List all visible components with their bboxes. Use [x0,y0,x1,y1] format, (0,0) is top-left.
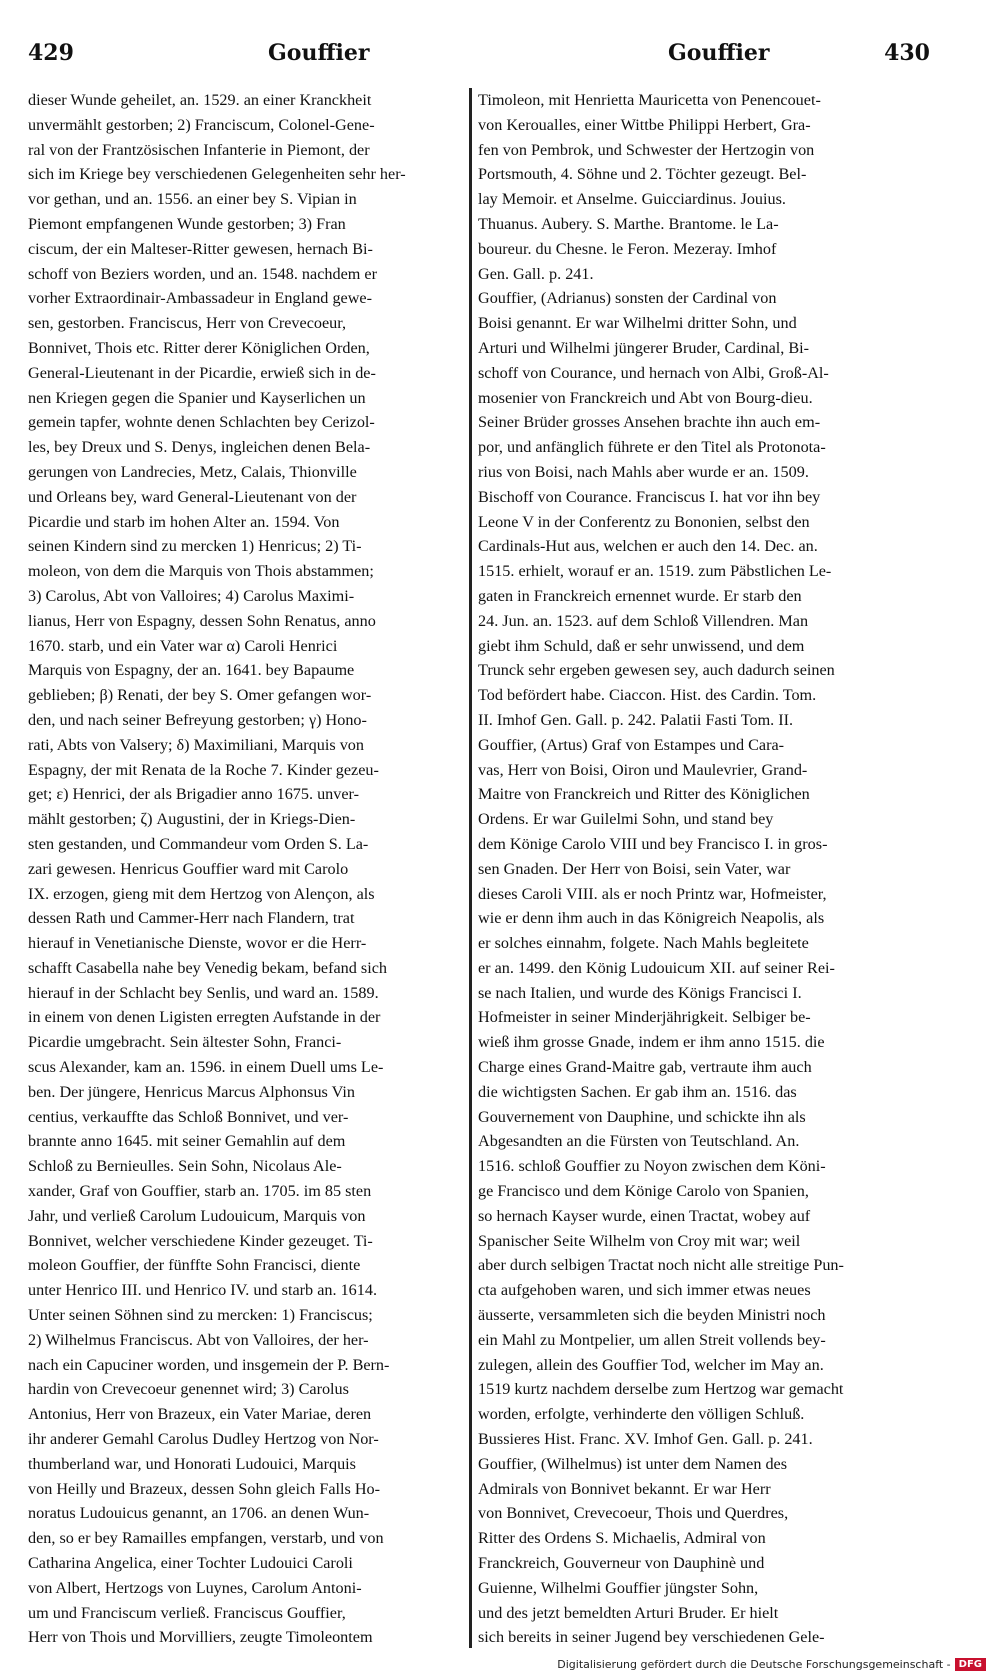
text-line: 3) Carolus, Abt von Valloires; 4) Carolus Maximi- [28,586,355,605]
text-line: thumberland war, und Honorati Ludouici, Marquis [28,1454,356,1473]
text-line: Picardie und starb im hohen Alter an. 1594. Von [28,512,340,531]
left-text-column [28,88,464,1648]
text-line: schoff von Courance, und hernach von Albi, Groß-Al- [478,363,829,382]
text-line: ihr anderer Gemahl Carolus Dudley Hertzog von Nor- [28,1430,379,1449]
text-line: zari gewesen. Henricus Gouffier ward mit Carolo [28,859,349,878]
text-line: noratus Ludouicus genannt, an 1706. an denen Wun- [28,1504,370,1523]
text-line: vor gethan, und an. 1556. an einer bey S. Vipian in [28,190,357,209]
text-line: aber durch selbigen Tractat noch nicht alle streitige Pun- [478,1256,844,1275]
text-line: von Albert, Hertzogs von Luynes, Carolum Antoni- [28,1578,362,1597]
text-line: Bussieres Hist. Franc. XV. Imhof Gen. Gall. p. 241. [478,1430,813,1449]
text-line: boureur. du Chesne. le Feron. Mezeray. Imhof [478,239,777,258]
text-line: ciscum, der ein Malteser-Ritter gewesen, hernach Bi- [28,239,373,258]
text-line: Herr von Thois und Morvilliers, zeugte Timoleontem [28,1628,373,1647]
text-line: moleon Gouffier, der fünffte Sohn Francisci, diente [28,1256,361,1275]
text-line: lianus, Herr von Espagny, dessen Sohn Renatus, anno [28,611,376,630]
dfg-logo: DFG [955,1658,986,1671]
text-line: Boisi genannt. Er war Wilhelmi dritter Sohn, und [478,314,797,333]
text-line: Gouffier, (Adrianus) sonsten der Cardinal von [478,289,777,308]
text-line: Franckreich, Gouverneur von Dauphinè und [478,1554,765,1573]
text-line: ge Francisco und dem Könige Carolo von Spanien, [478,1182,809,1201]
text-line: xander, Graf von Gouffier, starb an. 1705. im 85 sten [28,1182,372,1201]
text-line: Admirals von Bonnivet bekannt. Er war Herr [478,1479,771,1498]
text-line: Abgesandten an die Fürsten von Teutschland. An. [478,1132,800,1151]
text-line: er solches einnahm, folgete. Nach Mahls begleitete [478,934,809,953]
right-text-column [478,88,920,1648]
text-line: centius, verkauffte das Schloß Bonnivet, und ver- [28,1107,349,1126]
text-line: von Heilly und Brazeux, dessen Sohn gleich Falls Ho- [28,1479,381,1498]
text-line: Arturi und Wilhelmi jüngerer Bruder, Cardinal, Bi- [478,338,810,357]
text-line: Piemont empfangenen Wunde gestorben; 3) Fran [28,214,346,233]
text-line: sten gestanden, und Commandeur vom Orden S. La- [28,834,369,853]
footer-text: Digitalisierung gefördert durch die Deutsche Forschungsgemeinschaft - [557,1658,951,1671]
text-line: seinen Kindern sind zu mercken 1) Henricus; 2) Ti- [28,537,362,556]
text-line: sich bereits in seiner Jugend bey verschiedenen Gele- [478,1628,825,1647]
text-line: Thuanus. Aubery. S. Marthe. Brantome. le La- [478,214,779,233]
text-line: Schloß zu Bernieulles. Sein Sohn, Nicolaus Ale- [28,1157,342,1176]
text-line: les, bey Dreux und S. Denys, ingleichen denen Bela- [28,438,371,457]
text-line: IX. erzogen, gieng mit dem Hertzog von Alençon, als [28,884,375,903]
text-line: II. Imhof Gen. Gall. p. 242. Palatii Fasti Tom. II. [478,710,794,729]
text-line: gemein tapfer, wohnte denen Schlachten bey Cerizol- [28,413,375,432]
text-line: 1519 kurtz nachdem derselbe zum Hertzog war gemacht [478,1380,844,1399]
text-line: lay Memoir. et Anselme. Guicciardinus. Jouius. [478,190,786,209]
text-line: 1670. starb, und ein Vater war α) Caroli Henrici [28,636,338,655]
text-line: schafft Casabella nahe bey Venedig bekam, befand sich [28,958,387,977]
text-line: gerungen von Landrecies, Metz, Calais, Thionville [28,462,357,481]
text-line: von Keroualles, einer Wittbe Philippi Herbert, Gra- [478,115,811,134]
text-line: Picardie umgebracht. Sein ältester Sohn, Franci- [28,1033,342,1052]
text-line: zulegen, allein des Gouffier Tod, welcher im May an. [478,1355,824,1374]
text-line: fen von Pembrok, und Schwester der Hertzogin von [478,140,815,159]
text-line: Marquis von Espagny, der an. 1641. bey Bapaume [28,661,355,680]
text-line: Jahr, und verließ Carolum Ludouicum, Marquis von [28,1206,366,1225]
text-line: mosenier von Franckreich und Abt von Bourg-dieu. [478,388,813,407]
page-number-left: 429 [28,40,74,66]
text-line: Trunck sehr ergeben gewesen sey, auch dadurch seinen [478,661,835,680]
text-line: die wichtigsten Sachen. Er gab ihm an. 1516. das [478,1082,797,1101]
text-line: um und Franciscum verließ. Franciscus Gouffier, [28,1603,346,1622]
text-line: Catharina Angelica, einer Tochter Ludouici Caroli [28,1554,353,1573]
text-line: Guienne, Wilhelmi Gouffier jüngster Sohn, [478,1578,759,1597]
page-number-right: 430 [884,40,930,66]
text-line: Antonius, Herr von Brazeux, ein Vater Mariae, deren [28,1405,372,1424]
text-line: ral von der Frantzösischen Infanterie in Piemont, der [28,140,370,159]
text-line: moleon, von dem die Marquis von Thois abstammen; [28,562,374,581]
text-line: Tod befördert habe. Ciaccon. Hist. des Cardin. Tom. [478,686,817,705]
text-line: äusserte, versammleten sich die beyden Ministri noch [478,1306,826,1325]
text-line: Bischoff von Courance. Franciscus I. hat vor ihn bey [478,487,821,506]
text-line: get; ε) Henrici, der als Brigadier anno 1675. unver- [28,785,360,804]
text-line: Ordens. Er war Guilelmi Sohn, und stand bey [478,810,774,829]
text-line: unvermählt gestorben; 2) Franciscum, Colonel-Gene- [28,115,375,134]
text-line: worden, erfolgte, verhinderte den völligen Schluß. [478,1405,805,1424]
text-line: und Orleans bey, ward General-Lieutenant von der [28,487,357,506]
text-line: hardin von Crevecoeur genennet wird; 3) Carolus [28,1380,349,1399]
text-line: geblieben; β) Renati, der bey S. Omer gefangen wor- [28,686,372,705]
text-line: gaten in Franckreich ernennet wurde. Er starb den [478,586,802,605]
text-line: in einem von denen Ligisten erregten Aufstande in der [28,1008,381,1027]
header-keyword-left: Gouffier [268,40,370,66]
text-line: von Bonnivet, Crevecoeur, Thois und Querdres, [478,1504,789,1523]
text-line: Timoleon, mit Henrietta Mauricetta von Penencouet- [478,91,821,109]
text-line: dieses Caroli VIII. als er noch Printz war, Hofmeister, [478,884,827,903]
text-line: Seiner Brüder grosses Ansehen brachte ihn auch em- [478,413,821,432]
text-line: Unter seinen Söhnen sind zu mercken: 1) Franciscus; [28,1306,373,1325]
text-line: Ritter des Ordens S. Michaelis, Admiral von [478,1529,766,1548]
text-line: Bonnivet, welcher verschiedene Kinder gezeuget. Ti- [28,1231,373,1250]
text-line: vas, Herr von Boisi, Oiron und Maulevrier, Grand- [478,760,808,779]
text-line: unter Henrico III. und Henrico IV. und starb an. 1614. [28,1281,377,1300]
text-line: nach ein Capuciner worden, und insgemein der P. Bern- [28,1355,390,1374]
text-line: giebt ihm Schuld, daß er sehr unwissend, und dem [478,636,805,655]
text-line: schoff von Beziers worden, und an. 1548. nachdem er [28,264,377,283]
text-line: ben. Der jüngere, Henricus Marcus Alphonsus Vin [28,1082,355,1101]
text-line: dessen Rath und Cammer-Herr nach Flandern, trat [28,909,355,928]
text-line: 1515. erhielt, worauf er an. 1519. zum Päbstlichen Le- [478,562,832,581]
column-divider [469,88,472,1648]
text-line: den, und nach seiner Befreyung gestorben; γ) Hono- [28,710,367,729]
text-line: 2) Wilhelmus Franciscus. Abt von Valloires, der her- [28,1330,369,1349]
text-line: wieß ihm grosse Gnade, indem er ihm anno 1515. die [478,1033,825,1052]
text-line: sen Gnaden. Der Herr von Boisi, sein Vater, war [478,859,791,878]
text-line: er an. 1499. den König Ludouicum XII. auf seiner Rei- [478,958,835,977]
running-header [28,40,930,80]
text-line: vorher Extraordinair-Ambassadeur in England gewe- [28,289,372,308]
digitization-footer [557,1658,986,1671]
text-line: cta aufgehoben waren, und sich immer etwas neues [478,1281,811,1300]
text-line: ein Mahl zu Montpelier, um allen Streit vollends bey- [478,1330,826,1349]
text-line: den, so er bey Ramailles empfangen, verstarb, und von [28,1529,384,1548]
text-line: Leone V in der Conferentz zu Bononien, selbst den [478,512,810,531]
text-line: Cardinals-Hut aus, welchen er auch den 14. Dec. an. [478,537,818,556]
header-keyword-right: Gouffier [668,40,770,66]
text-line: rius von Boisi, nach Mahls aber wurde er an. 1509. [478,462,809,481]
text-line: Espagny, der mit Renata de la Roche 7. Kinder gezeu- [28,760,379,779]
text-line: mählt gestorben; ζ) Augustini, der in Kriegs-Dien- [28,810,356,829]
text-line: brannte anno 1645. mit seiner Gemahlin auf dem [28,1132,346,1151]
text-line: hierauf in der Schlacht bey Senlis, und ward an. 1589. [28,983,379,1002]
text-line: wie er denn ihm auch in das Königreich Neapolis, als [478,909,825,928]
text-line: dieser Wunde geheilet, an. 1529. an einer Kranckheit [28,91,372,109]
text-line: Spanischer Seite Wilhelm von Croy mit war; weil [478,1231,801,1250]
text-line: por, und anfänglich führete er den Titel als Protonota- [478,438,826,457]
text-line: nen Kriegen gegen die Spanier und Kayserlichen un [28,388,366,407]
text-line: General-Lieutenant in der Picardie, erwieß sich in de- [28,363,376,382]
text-line: sen, gestorben. Franciscus, Herr von Crevecoeur, [28,314,347,333]
text-line: Gouvernement von Dauphine, und schickte ihn als [478,1107,806,1126]
text-line: Charge eines Grand-Maitre gab, vertraute ihm auch [478,1058,812,1077]
text-line: Maitre von Franckreich und Ritter des Königlichen [478,785,810,804]
text-line: hierauf in Venetianische Dienste, wovor er die Herr- [28,934,367,953]
text-line: so hernach Kayser wurde, einen Tractat, wobey auf [478,1206,811,1225]
text-line: Gen. Gall. p. 241. [478,264,594,283]
text-line: 24. Jun. an. 1523. auf dem Schloß Villendren. Man [478,611,809,630]
text-line: scus Alexander, kam an. 1596. in einem Duell ums Le- [28,1058,384,1077]
text-line: Gouffier, (Artus) Graf von Estampes und Cara- [478,735,785,754]
text-line: 1516. schloß Gouffier zu Noyon zwischen dem Köni- [478,1157,826,1176]
text-line: dem Könige Carolo VIII und bey Francisco I. in gros- [478,834,828,853]
text-line: sich im Kriege bey verschiedenen Gelegenheiten sehr her- [28,165,406,184]
text-line: Gouffier, (Wilhelmus) ist unter dem Namen des [478,1454,788,1473]
text-line: und des jetzt bemeldten Arturi Bruder. Er hielt [478,1603,779,1622]
text-line: se nach Italien, und wurde des Königs Francisci I. [478,983,802,1002]
text-line: Hofmeister in seiner Minderjährigkeit. Selbiger be- [478,1008,811,1027]
text-line: Portsmouth, 4. Söhne und 2. Töchter gezeugt. Bel- [478,165,807,184]
text-line: Bonnivet, Thois etc. Ritter derer Königlichen Orden, [28,338,370,357]
text-line: rati, Abts von Valsery; δ) Maximiliani, Marquis von [28,735,364,754]
